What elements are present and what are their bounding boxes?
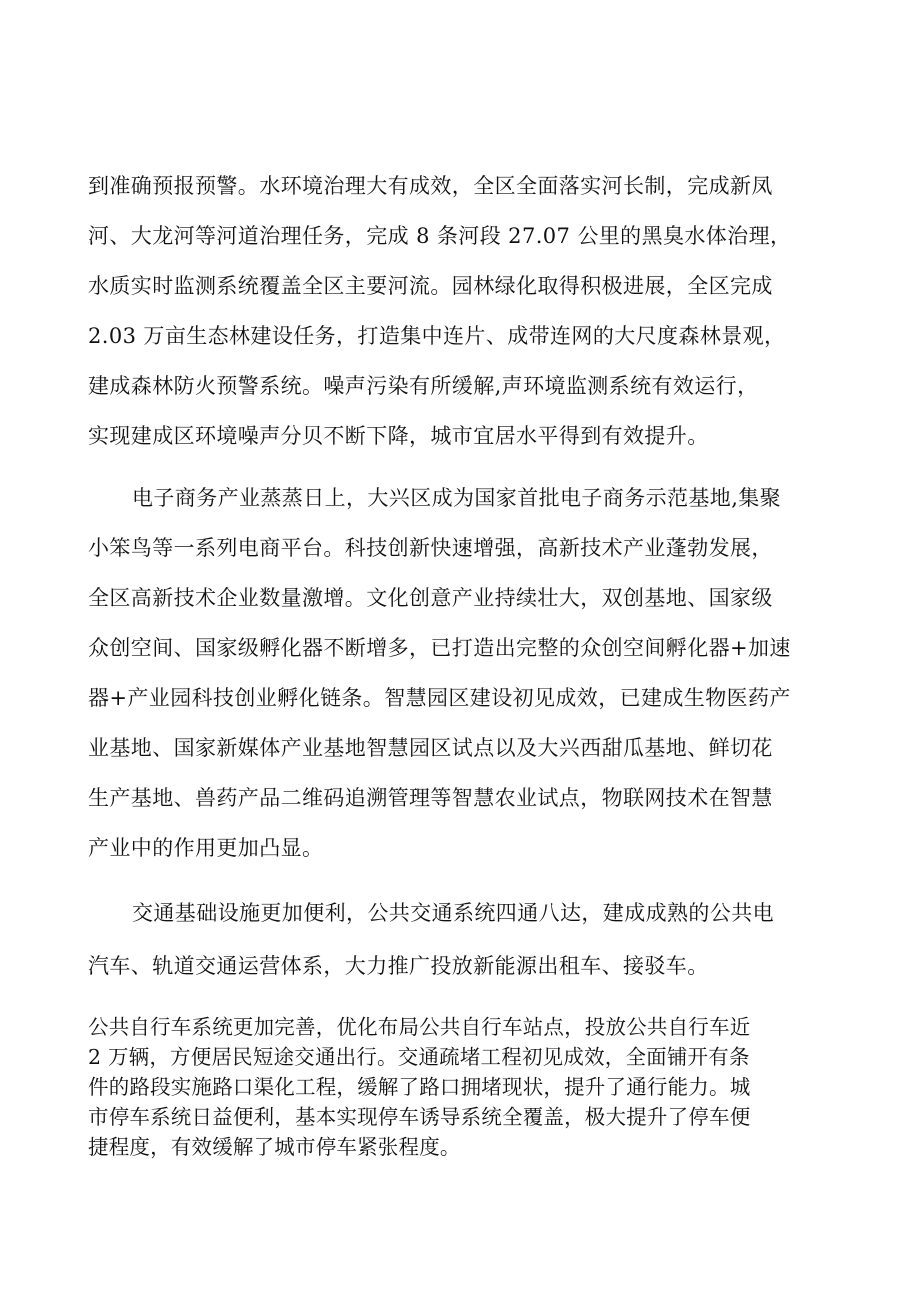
paragraph-line: 交通基础设施更加便利，公共交通系统四通八达，建成成熟的公共电	[132, 901, 774, 925]
paragraph-line: 实现建成区环境噪声分贝不断下降，城市宜居水平得到有效提升。	[88, 424, 709, 448]
paragraph-line: 捷程度，有效缓解了城市停车紧张程度。	[88, 1135, 461, 1159]
paragraph-line: 件的路段实施路口渠化工程，缓解了路口拥堵现状，提升了通行能力。城	[88, 1075, 751, 1099]
paragraph-line: 河、大龙河等河道治理任务，完成 8 条河段 27.07 公里的黑臭水体治理，	[88, 224, 792, 248]
paragraph-line: 器+产业园科技创业孵化链条。智慧园区建设初见成效，已建成生物医药产	[88, 686, 791, 710]
paragraph-line: 到准确预报预警。水环境治理大有成效，全区全面落实河长制，完成新凤	[88, 174, 773, 198]
paragraph-line: 市停车系统日益便利，基本实现停车诱导系统全覆盖，极大提升了停车便	[88, 1105, 751, 1129]
paragraph-line: 公共自行车系统更加完善，优化布局公共自行车站点，投放公共自行车近	[88, 1015, 751, 1039]
paragraph-line: 2.03 万亩生态林建设任务，打造集中连片、成带连网的大尺度森林景观，	[88, 324, 786, 348]
paragraph-line: 电子商务产业蒸蒸日上，大兴区成为国家首批电子商务示范基地,集聚	[132, 486, 782, 510]
paragraph-line: 小笨鸟等一系列电商平台。科技创新快速增强，高新技术产业蓬勃发展，	[88, 536, 773, 560]
paragraph-line: 众创空间、国家级孵化器不断增多，已打造出完整的众创空间孵化器+加速	[88, 636, 791, 660]
paragraph-line: 2 万辆，方便居民短途交通出行。交通疏堵工程初见成效，全面铺开有条	[88, 1045, 750, 1069]
paragraph-line: 业基地、国家新媒体产业基地智慧园区试点以及大兴西甜瓜基地、鲜切花	[88, 736, 773, 760]
paragraph-line: 产业中的作用更加凸显。	[88, 836, 324, 860]
paragraph-line: 水质实时监测系统覆盖全区主要河流。园林绿化取得积极进展，全区完成	[88, 274, 773, 298]
paragraph-line: 汽车、轨道交通运营体系，大力推广投放新能源出租车、接驳车。	[88, 954, 709, 978]
paragraph-line: 生产基地、兽药产品二维码追溯管理等智慧农业试点，物联网技术在智慧	[88, 786, 773, 810]
paragraph-line: 全区高新技术企业数量激增。文化创意产业持续壮大，双创基地、国家级	[88, 586, 773, 610]
paragraph-line: 建成森林防火预警系统。噪声污染有所缓解,声环境监测系统有效运行，	[88, 374, 759, 398]
